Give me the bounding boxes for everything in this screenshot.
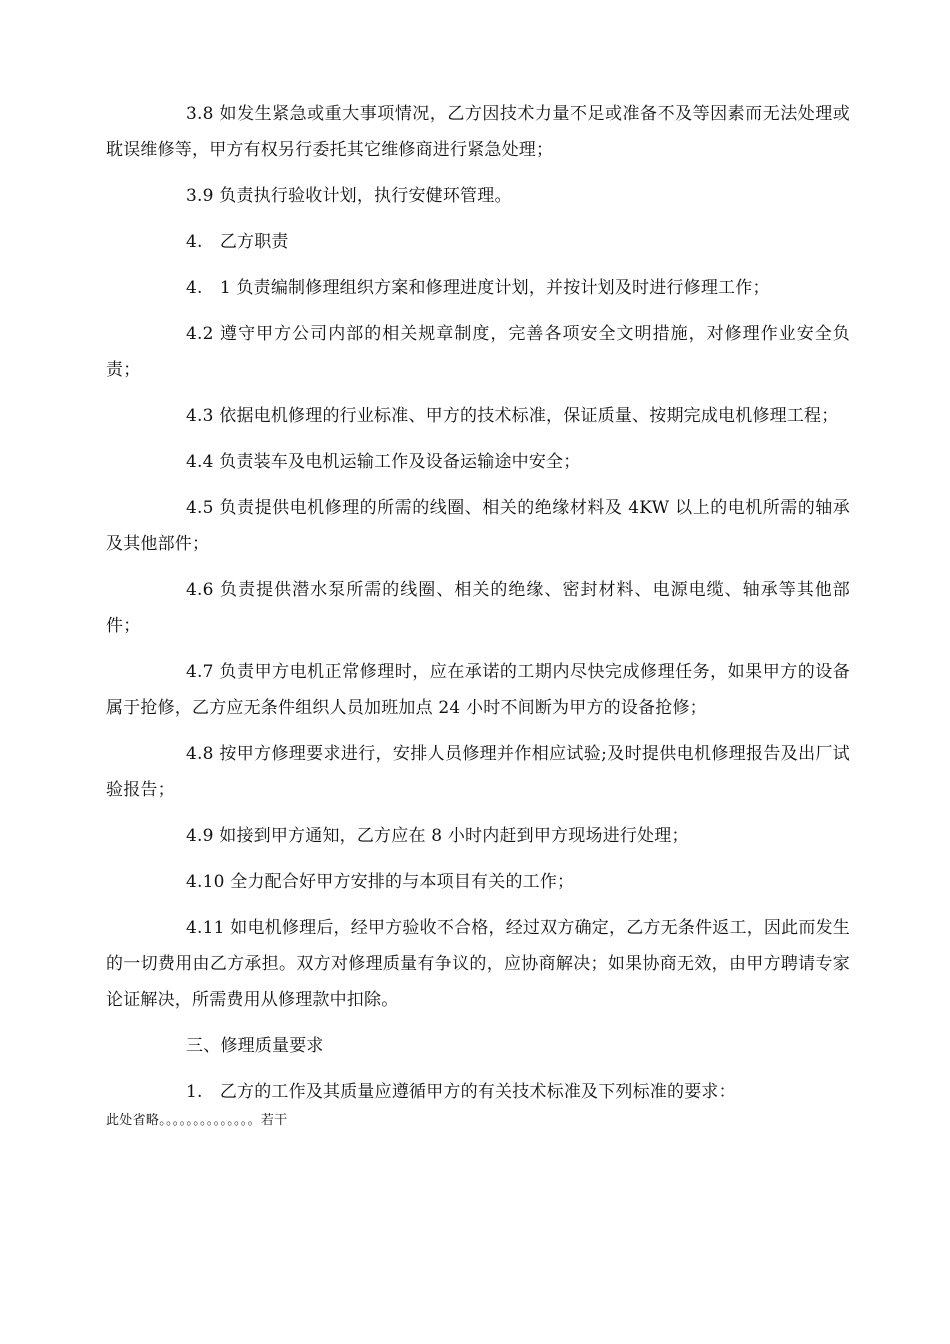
document-body <box>106 96 850 1132</box>
section-heading-quality: 三、修理质量要求 <box>186 1036 324 1056</box>
paragraph-4-2: 4.2 遵守甲方公司内部的相关规章制度，完善各项安全文明措施，对修理作业安全负责； <box>106 324 850 380</box>
paragraph-4-5: 4.5 负责提供电机修理的所需的线圈、相关的绝缘材料及 4KW 以上的电机所需的轴承及其他部件； <box>106 498 850 554</box>
paragraph-4-3: 4.3 依据电机修理的行业标准、甲方的技术标准，保证质量、按期完成电机修理工程； <box>186 406 839 426</box>
section-heading-4: 4. 乙方职责 <box>186 232 289 252</box>
paragraph-4-4: 4.4 负责装车及电机运输工作及设备运输途中安全； <box>186 452 581 472</box>
paragraph-quality-1: 1. 乙方的工作及其质量应遵循甲方的有关技术标准及下列标准的要求： <box>186 1082 736 1102</box>
omission-note: 此处省略。。。。。。。。。。。。。。若干 <box>106 1113 288 1128</box>
paragraph-3-8: 3.8 如发生紧急或重大事项情况，乙方因技术力量不足或准备不及等因素而无法处理或耽误维修等，甲方有权另行委托其它维修商进行紧急处理； <box>106 104 850 160</box>
paragraph-4-7: 4.7 负责甲方电机正常修理时，应在承诺的工期内尽快完成修理任务，如果甲方的设备属于抢修，乙方应无条件组织人员加班加点 24 小时不间断为甲方的设备抢修； <box>106 662 850 718</box>
paragraph-4-6: 4.6 负责提供潜水泵所需的线圈、相关的绝缘、密封材料、电源电缆、轴承等其他部件； <box>106 580 850 636</box>
paragraph-4-11: 4.11 如电机修理后，经甲方验收不合格，经过双方确定，乙方无条件返工，因此而发生的一切费用由乙方承担。双方对修理质量有争议的，应协商解决；如果协商无效，由甲方聘请专家论证解决，所需费用从修理款中扣除。 <box>106 918 850 1010</box>
paragraph-4-10: 4.10 全力配合好甲方安排的与本项目有关的工作； <box>186 872 575 892</box>
paragraph-4-8: 4.8 按甲方修理要求进行，安排人员修理并作相应试验;及时提供电机修理报告及出厂试验报告； <box>106 744 850 800</box>
paragraph-4-9: 4.9 如接到甲方通知，乙方应在 8 小时内赶到甲方现场进行处理； <box>186 826 689 846</box>
paragraph-4-1: 4. 1 负责编制修理组织方案和修理进度计划，并按计划及时进行修理工作； <box>186 278 770 298</box>
paragraph-3-9: 3.9 负责执行验收计划，执行安健环管理。 <box>186 186 512 206</box>
